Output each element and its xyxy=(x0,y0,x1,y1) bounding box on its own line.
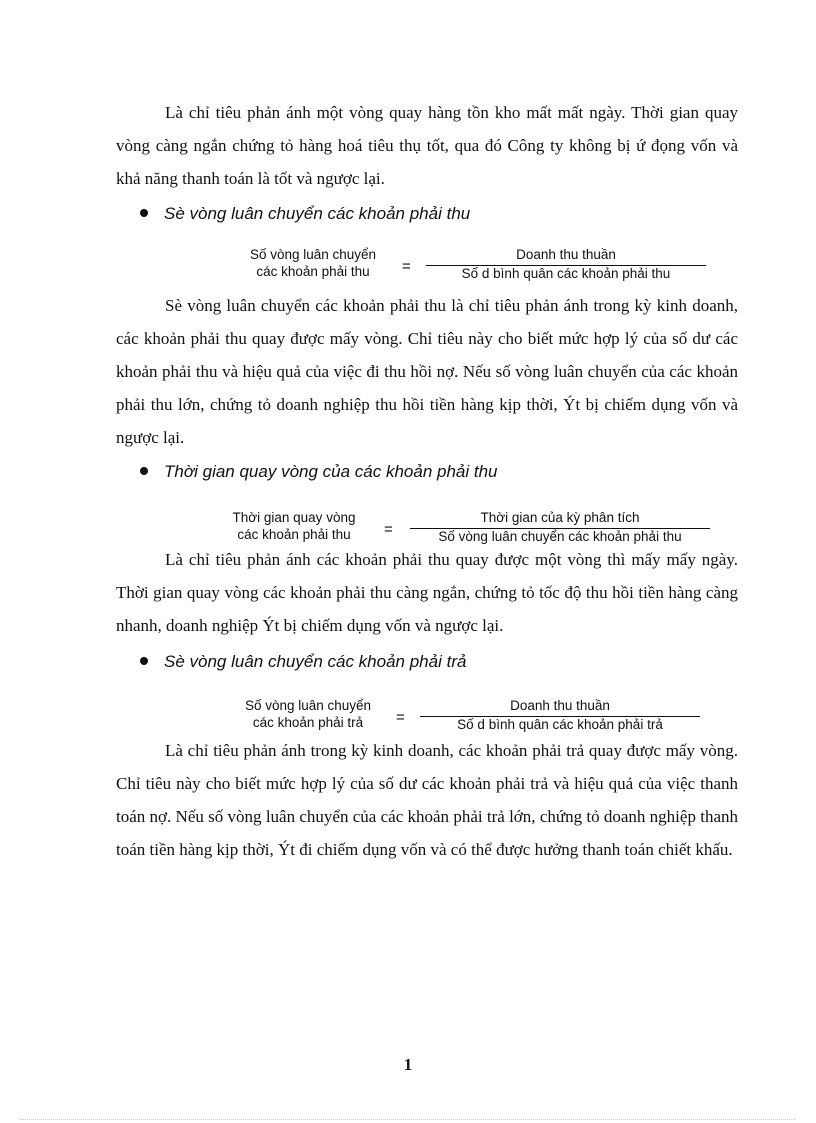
paragraph-receivables-turnover: Sè vòng luân chuyển các khoản phải thu là chỉ tiêu phản ánh trong kỳ kinh doanh, các khoản phải thu quay được mấy vòng. Chỉ tiêu này cho biết mức hợp lý của số dư các khoản phải thu và hiệu quả của việc đi thu hồi nợ. Nếu số vòng luân chuyển của các khoản phải thu lớn, chứng tỏ doanh nghiệp thu hồi tiền hàng kịp thời, Ýt bị chiếm dụng vốn và ngược lại. xyxy=(116,296,738,447)
formula-lhs-line1: Số vòng luân chuyển xyxy=(244,698,372,713)
bullet-payables-turnover xyxy=(140,652,466,672)
paragraph-inventory-turnover-days: Là chỉ tiêu phản ánh một vòng quay hàng tồn kho mất mất ngày. Thời gian quay vòng càng ngắn chứng tỏ hàng hoá tiêu thụ tốt, qua đó Công ty không bị ứ đọng vốn và khả năng thanh toán là tốt và ngược lại. xyxy=(116,103,738,188)
formula-lhs-line2: các khoản phải trả xyxy=(252,715,364,730)
bullet-text: Sè vòng luân chuyển các khoản phải trả xyxy=(164,652,467,671)
formula-lhs-line2: các khoản phải thu xyxy=(237,527,351,542)
formula-lhs-line1: Số vòng luân chuyển xyxy=(249,247,377,262)
formula-denominator: Số d bình quân các khoản phải trả xyxy=(457,717,663,732)
bullet-dot-icon xyxy=(140,657,148,665)
formula-equals: = xyxy=(396,709,405,726)
formula-numerator: Thời gian của kỳ phân tích xyxy=(480,510,640,525)
page-bottom-divider xyxy=(20,1119,796,1120)
paragraph-receivables-days: Là chỉ tiêu phản ánh các khoản phải thu quay được một vòng thì mấy mấy ngày. Thời gian quay vòng các khoản phải thu càng ngắn, chứng tỏ tốc độ thu hồi tiền hàng càng nhanh, doanh nghiệp Ýt bị chiếm dụng vốn và ngược lại. xyxy=(116,550,738,635)
page-number: 1 xyxy=(403,1055,413,1074)
formula-denominator: Số d bình quân các khoản phải thu xyxy=(461,266,671,281)
bullet-text: Sè vòng luân chuyển các khoản phải thu xyxy=(164,204,471,223)
formula-equals: = xyxy=(402,258,411,275)
formula-equals: = xyxy=(384,521,393,538)
formula-numerator: Doanh thu thuần xyxy=(510,698,610,713)
formula-numerator: Doanh thu thuần xyxy=(516,247,616,262)
bullet-dot-icon xyxy=(140,209,148,217)
bullet-receivables-turnover xyxy=(140,204,470,224)
bullet-text: Thời gian quay vòng của các khoản phải thu xyxy=(164,462,498,481)
bullet-receivables-days xyxy=(140,462,498,482)
bullet-dot-icon xyxy=(140,467,148,475)
formula-lhs-line2: các khoản phải thu xyxy=(256,264,370,279)
paragraph-payables-turnover: Là chỉ tiêu phản ánh trong kỳ kinh doanh, các khoản phải trả quay được mấy vòng. Chỉ tiêu này cho biết mức hợp lý của số dư các khoản phải trả và hiệu quả của việc thanh toán nợ. Nếu số vòng luân chuyển của các khoản phải trả lớn, chứng tỏ doanh nghiệp thanh toán tiền hàng kịp thời, Ýt đi chiếm dụng vốn và có thể được hưởng thanh toán chiết khấu. xyxy=(116,741,738,859)
formula-denominator: Số vòng luân chuyển các khoản phải thu xyxy=(438,529,682,544)
formula-lhs-line1: Thời gian quay vòng xyxy=(232,510,356,525)
